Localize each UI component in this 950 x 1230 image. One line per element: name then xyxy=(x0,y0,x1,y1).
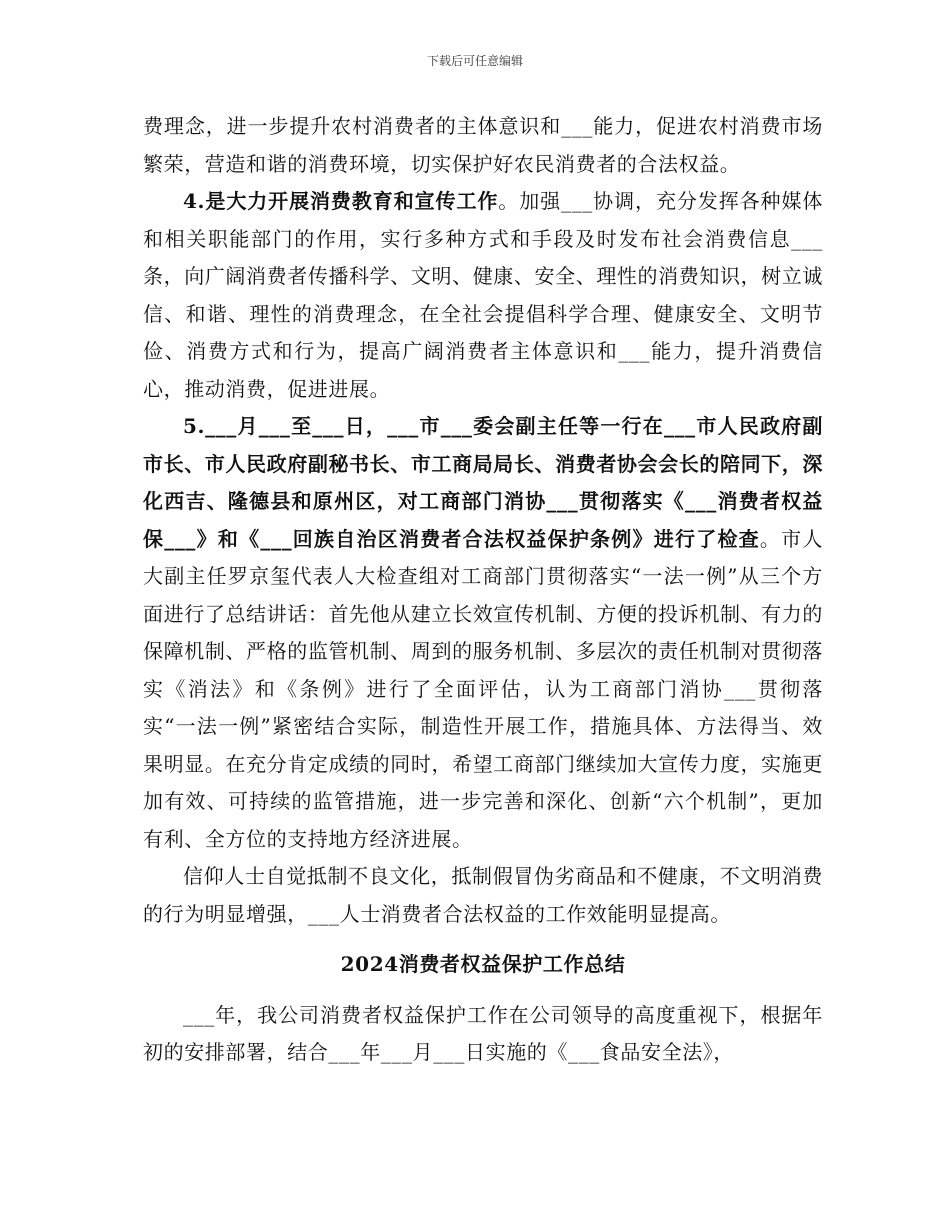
paragraph-2 xyxy=(143,183,823,408)
paragraph-2-text: 。加强___协调，充分发挥各种媒体和相关职能部门的作用，实行多种方式和手段及时发布社会消费信息___条，向广阔消费者传播科学、文明、健康、安全、理性的消费知识，树立诚信、和谐、理性的消费理念，在全社会提倡科学合理、健康安全、文明节俭、消费方式和行为，提高广阔消费者主体意识和___能力，提升消费信心，推动消费，促进进展。 xyxy=(143,189,823,401)
page-header: 下载后可任意编辑 xyxy=(426,54,523,68)
paragraph-1: 费理念，进一步提升农村消费者的主体意识和___能力，促进农村消费市场繁荣，营造和谐的消费环境，切实保护好农民消费者的合法权益。 xyxy=(143,114,823,176)
document-body xyxy=(143,108,823,1072)
paragraph-3-text: 。市人大副主任罗京玺代表人大检查组对工商部门贯彻落实“一法一例”从三个方面进行了总结讲话：首先他从建立长效宣传机制、方便的投诉机制、有力的保障机制、严格的监管机制、周到的服务机制、多层次的责任机制对贯彻落实《消法》和《条例》进行了全面评估，认为工商部门消协___贯彻落实“一法一例”紧密结合实际，制造性开展工作，措施具体、方法得当、效果明显。在充分肯定成绩的同时，希望工商部门继续加大宣传力度，实施更加有效、可持续的监管措施，进一步完善和深化、创新“六个机制”，更加有利、全方位的支持地方经济进展。 xyxy=(143,526,823,851)
paragraph-4: 信仰人士自觉抵制不良文化，抵制假冒伪劣商品和不健康，不文明消费的行为明显增强，___人士消费者合法权益的工作效能明显提高。 xyxy=(143,864,823,926)
paragraph-3 xyxy=(143,408,823,858)
paragraph-5: ___年，我公司消费者权益保护工作在公司领导的高度重视下，根据年初的安排部署，结合___年___月___日实施的《___食品安全法》， xyxy=(143,1002,823,1064)
paragraph-3-heading: 5.___月___至___日，___市___委会副主任等一行在___市人民政府副市长、市人民政府副秘书长、市工商局局长、消费者协会会长的陪同下，深化西吉、隆德县和原州区，对工商部门消协___贯彻落实《___消费者权益保___》和《___回族自治区消费者合法权益保护条例》进行了检查 xyxy=(143,414,823,551)
section-title: 2024消费者权益保护工作总结 xyxy=(340,952,626,976)
paragraph-2-heading: 4.是大力开展消费教育和宣传工作 xyxy=(183,189,499,213)
